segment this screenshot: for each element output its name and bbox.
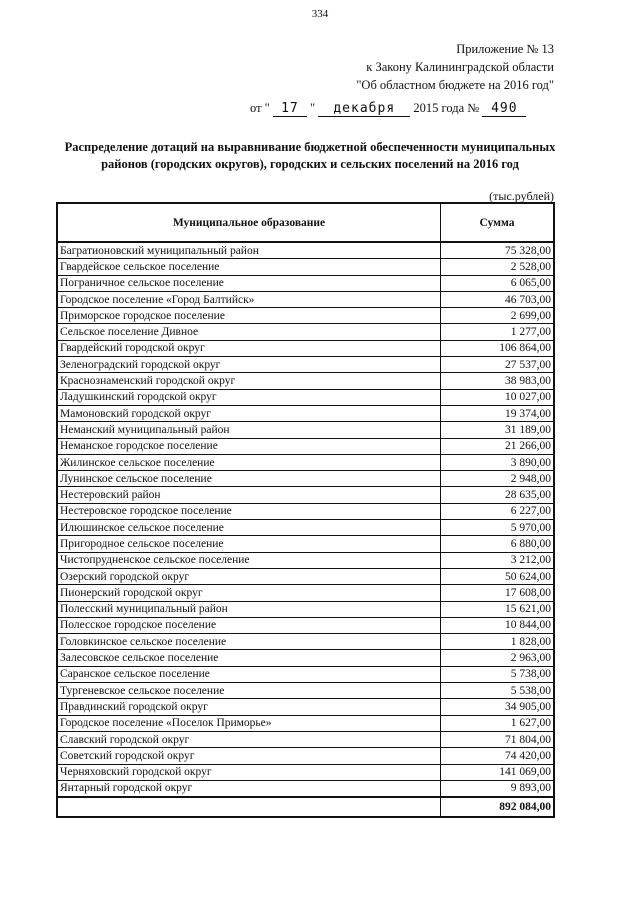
row-municipality-name: Илюшинское сельское поселение bbox=[57, 520, 441, 536]
appendix-header bbox=[356, 40, 554, 94]
table-row bbox=[57, 357, 554, 373]
row-amount: 27 537,00 bbox=[441, 357, 555, 373]
total-row bbox=[57, 797, 554, 817]
table-row bbox=[57, 340, 554, 356]
appendix-line-3: "Об областном бюджете на 2016 год" bbox=[356, 78, 554, 92]
table-row bbox=[57, 324, 554, 340]
row-amount: 31 189,00 bbox=[441, 422, 555, 438]
row-amount: 2 948,00 bbox=[441, 471, 555, 487]
row-amount: 3 890,00 bbox=[441, 454, 555, 470]
row-amount: 74 420,00 bbox=[441, 748, 555, 764]
subsidy-table bbox=[56, 202, 555, 818]
row-amount: 1 828,00 bbox=[441, 634, 555, 650]
row-amount: 75 328,00 bbox=[441, 242, 555, 259]
row-municipality-name: Чистопрудненское сельское поселение bbox=[57, 552, 441, 568]
table-header-row bbox=[57, 203, 554, 242]
total-label bbox=[57, 797, 441, 817]
table-row bbox=[57, 650, 554, 666]
row-municipality-name: Ладушкинский городской округ bbox=[57, 389, 441, 405]
row-municipality-name: Неманское городское поселение bbox=[57, 438, 441, 454]
row-municipality-name: Багратионовский муниципальный район bbox=[57, 242, 441, 259]
table-row bbox=[57, 585, 554, 601]
table-row bbox=[57, 242, 554, 259]
table-row bbox=[57, 503, 554, 519]
table-row bbox=[57, 259, 554, 275]
row-municipality-name: Мамоновский городской округ bbox=[57, 405, 441, 421]
row-municipality-name: Полесское городское поселение bbox=[57, 617, 441, 633]
row-amount: 10 844,00 bbox=[441, 617, 555, 633]
row-municipality-name: Нестеровский район bbox=[57, 487, 441, 503]
row-amount: 38 983,00 bbox=[441, 373, 555, 389]
page-number: 334 bbox=[311, 8, 329, 20]
dateline-prefix: от " bbox=[250, 101, 270, 115]
row-municipality-name: Саранское сельское поселение bbox=[57, 666, 441, 682]
dateline-mid: " bbox=[310, 101, 316, 115]
row-amount: 28 635,00 bbox=[441, 487, 555, 503]
row-amount: 17 608,00 bbox=[441, 585, 555, 601]
row-municipality-name: Головкинское сельское поселение bbox=[57, 634, 441, 650]
units-label: (тыс.рублей) bbox=[489, 189, 554, 203]
table-row bbox=[57, 405, 554, 421]
row-municipality-name: Черняховский городской округ bbox=[57, 764, 441, 780]
row-amount: 71 804,00 bbox=[441, 731, 555, 747]
row-amount: 6 880,00 bbox=[441, 536, 555, 552]
dateline-year: 2015 года № bbox=[413, 101, 480, 115]
row-municipality-name: Советский городской округ bbox=[57, 748, 441, 764]
row-municipality-name: Пригородное сельское поселение bbox=[57, 536, 441, 552]
row-municipality-name: Лунинское сельское поселение bbox=[57, 471, 441, 487]
table-row bbox=[57, 764, 554, 780]
row-municipality-name: Краснознаменский городской округ bbox=[57, 373, 441, 389]
table-row bbox=[57, 601, 554, 617]
row-amount: 15 621,00 bbox=[441, 601, 555, 617]
total-amount: 892 084,00 bbox=[441, 797, 555, 817]
row-amount: 5 970,00 bbox=[441, 520, 555, 536]
row-municipality-name: Полесский муниципальный район bbox=[57, 601, 441, 617]
row-municipality-name: Сельское поселение Дивное bbox=[57, 324, 441, 340]
row-amount: 19 374,00 bbox=[441, 405, 555, 421]
row-municipality-name: Гвардейское сельское поселение bbox=[57, 259, 441, 275]
row-amount: 10 027,00 bbox=[441, 389, 555, 405]
dateline-day: 17 bbox=[273, 102, 307, 117]
row-amount: 2 699,00 bbox=[441, 308, 555, 324]
appendix-line-1: Приложение № 13 bbox=[456, 42, 554, 56]
row-amount: 21 266,00 bbox=[441, 438, 555, 454]
row-amount: 2 963,00 bbox=[441, 650, 555, 666]
table-row bbox=[57, 536, 554, 552]
row-municipality-name: Жилинское сельское поселение bbox=[57, 454, 441, 470]
row-amount: 9 893,00 bbox=[441, 780, 555, 797]
row-amount: 5 538,00 bbox=[441, 683, 555, 699]
row-amount: 1 277,00 bbox=[441, 324, 555, 340]
table-row bbox=[57, 520, 554, 536]
column-header-amount: Сумма bbox=[441, 203, 555, 242]
law-dateline bbox=[250, 101, 526, 117]
row-municipality-name: Городское поселение «Город Балтийск» bbox=[57, 291, 441, 307]
table-row bbox=[57, 699, 554, 715]
row-municipality-name: Пограничное сельское поселение bbox=[57, 275, 441, 291]
table-row bbox=[57, 275, 554, 291]
row-amount: 46 703,00 bbox=[441, 291, 555, 307]
document-title: Распределение дотаций на выравнивание бюджетной обеспеченности муниципальных районов (городских округов), городских и сельских поселений на 2016 год bbox=[64, 140, 556, 171]
table-row bbox=[57, 552, 554, 568]
row-municipality-name: Озерский городской округ bbox=[57, 568, 441, 584]
dateline-number: 490 bbox=[482, 102, 526, 117]
table-row bbox=[57, 308, 554, 324]
table-row bbox=[57, 780, 554, 797]
table-row bbox=[57, 617, 554, 633]
table-row bbox=[57, 454, 554, 470]
row-amount: 6 065,00 bbox=[441, 275, 555, 291]
table-row bbox=[57, 666, 554, 682]
table-row bbox=[57, 438, 554, 454]
row-municipality-name: Нестеровское городское поселение bbox=[57, 503, 441, 519]
table-row bbox=[57, 683, 554, 699]
row-municipality-name: Залесовское сельское поселение bbox=[57, 650, 441, 666]
column-header-name: Муниципальное образование bbox=[57, 203, 441, 242]
table-row bbox=[57, 634, 554, 650]
table-row bbox=[57, 568, 554, 584]
row-municipality-name: Славский городской округ bbox=[57, 731, 441, 747]
row-municipality-name: Зеленоградский городской округ bbox=[57, 357, 441, 373]
row-municipality-name: Приморское городское поселение bbox=[57, 308, 441, 324]
row-amount: 34 905,00 bbox=[441, 699, 555, 715]
row-municipality-name: Правдинский городской округ bbox=[57, 699, 441, 715]
row-municipality-name: Городское поселение «Поселок Приморье» bbox=[57, 715, 441, 731]
table-row bbox=[57, 422, 554, 438]
row-municipality-name: Пионерский городской округ bbox=[57, 585, 441, 601]
table-row bbox=[57, 487, 554, 503]
row-amount: 106 864,00 bbox=[441, 340, 555, 356]
row-municipality-name: Гвардейский городской округ bbox=[57, 340, 441, 356]
row-amount: 50 624,00 bbox=[441, 568, 555, 584]
table-row bbox=[57, 373, 554, 389]
row-amount: 2 528,00 bbox=[441, 259, 555, 275]
row-municipality-name: Неманский муниципальный район bbox=[57, 422, 441, 438]
table-row bbox=[57, 731, 554, 747]
table-row bbox=[57, 389, 554, 405]
table-row bbox=[57, 291, 554, 307]
dateline-month: декабря bbox=[318, 102, 410, 117]
appendix-line-2: к Закону Калининградской области bbox=[366, 60, 554, 74]
row-amount: 141 069,00 bbox=[441, 764, 555, 780]
row-amount: 6 227,00 bbox=[441, 503, 555, 519]
table-row bbox=[57, 748, 554, 764]
row-amount: 5 738,00 bbox=[441, 666, 555, 682]
row-municipality-name: Тургеневское сельское поселение bbox=[57, 683, 441, 699]
table-row bbox=[57, 471, 554, 487]
row-municipality-name: Янтарный городской округ bbox=[57, 780, 441, 797]
table-row bbox=[57, 715, 554, 731]
row-amount: 3 212,00 bbox=[441, 552, 555, 568]
row-amount: 1 627,00 bbox=[441, 715, 555, 731]
